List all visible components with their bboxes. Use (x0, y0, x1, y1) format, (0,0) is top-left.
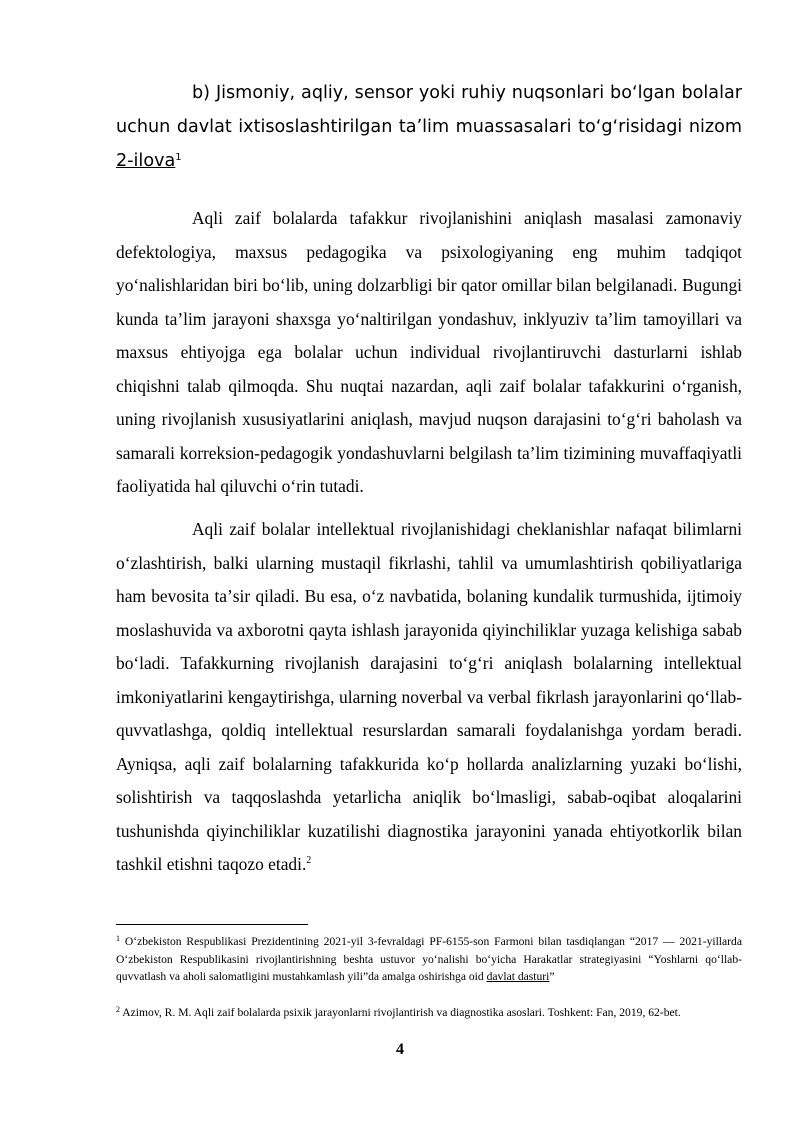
footnote-2-text: Azimov, R. M. Aqli zaif bolalarda psixik jarayonlarni rivojlantirish va diagnostika asoslari. Toshkent: Fan, 2019, 62-bet. (122, 1006, 681, 1019)
body-paragraph-1: Aqli zaif bolalarda tafakkur rivojlanishini aniqlash masalasi zamonaviy defektologiya, maxsus pedagogika va psixologiyaning eng muhim tadqiqot yoʻnalishlaridan biri boʻlib, uning dolzarbligi bir qator omillar bilan belgilanadi. Bugungi kunda taʼlim jarayoni shaxsga yoʻnaltirilgan yondashuv, inklyuziv taʼlim tamoyillari va maxsus ehtiyojga ega bolalar uchun individual rivojlantiruvchi dasturlarni ishlab chiqishni talab qilmoqda. Shu nuqtai nazardan, aqli zaif bolalar tafakkurini oʻrganish, uning rivojlanish xususiyatlarini aniqlash, mavjud nuqson darajasini toʻgʻri baholash va samarali korreksion-pedagogik yondashuvlarni belgilash taʼlim tizimining muvaffaqiyatli faoliyatida hal qiluvchi oʻrin tutadi. (116, 208, 742, 496)
body-paragraph-2-text: Aqli zaif bolalar intellektual rivojlanishidagi cheklanishlar nafaqat bilimlarni oʻzlashtirish, balki ularning mustaqil fikrlashi, tahlil va umumlashtirish qobiliyatlariga ham bevosita taʼsir qiladi. Bu esa, oʻz navbatida, bolaning kundalik turmushida, ijtimoiy moslashuvida va axborotni qayta ishlash jarayonida qiyinchiliklar yuzaga kelishiga sabab boʻladi. Tafakkurning rivojlanish darajasini toʻgʻri aniqlash bolalarning intellektual imkoniyatlarini kengaytirishga, ularning noverbal va verbal fikrlash jarayonlarini qoʻllab-quvvatlashga, qoldiq intellektual resurslardan samarali foydalanishga yordam beradi. Ayniqsa, aqli zaif bolalarning tafakkurida koʻp hollarda analizlarning yuzaki boʻlishi, solishtirish va taqqoslashda yetarlicha aniqlik boʻlmasligi, sabab-oqibat aloqalarini tushunishda qiyinchiliklar kuzatilishi diagnostika jarayonini yanada ehtiyotkorlik bilan tashkil etishni taqozo etadi. (116, 519, 742, 874)
footnote-1-text: Oʻzbekiston Respublikasi Prezidentining 2021-yil 3-fevraldagi PF-6155-son Farmoni bilan tasdiqlangan “2017 — 2021-yillarda Oʻzbekiston Respublikasini rivojlantirishning beshta ustuvor yoʻnalishi boʻyicha Harakatlar strategiyasini “Yoshlarni qoʻllab-quvvatlash va aholi salomatligini mustahkamlash yili”da amalga oshirishga oid (116, 935, 742, 983)
footnote-1-tail: ” (549, 970, 555, 983)
heading-text: b) Jismoniy, aqliy, sensor yoki ruhiy nuqsonlari boʻlgan bolalar uchun davlat ixtisoslashtirilgan taʼlim muassasalari toʻgʻrisidagi nizom (116, 83, 742, 137)
footnote-divider (116, 924, 308, 925)
footnote-2 (116, 1004, 742, 1022)
footnote-ref-2[interactable]: 2 (306, 855, 312, 866)
annex-link[interactable]: 2-ilova (116, 151, 176, 171)
body-paragraph-2 (116, 513, 742, 882)
footnote-1-link[interactable]: davlat dasturi (486, 970, 550, 983)
page-number: 4 (396, 1041, 404, 1058)
footnote-ref-1[interactable]: 1 (175, 152, 182, 163)
footnote-1 (116, 933, 742, 986)
section-heading (116, 76, 742, 178)
footnote-1-mark: 1 (116, 934, 120, 943)
footnote-2-mark: 2 (116, 1005, 120, 1014)
